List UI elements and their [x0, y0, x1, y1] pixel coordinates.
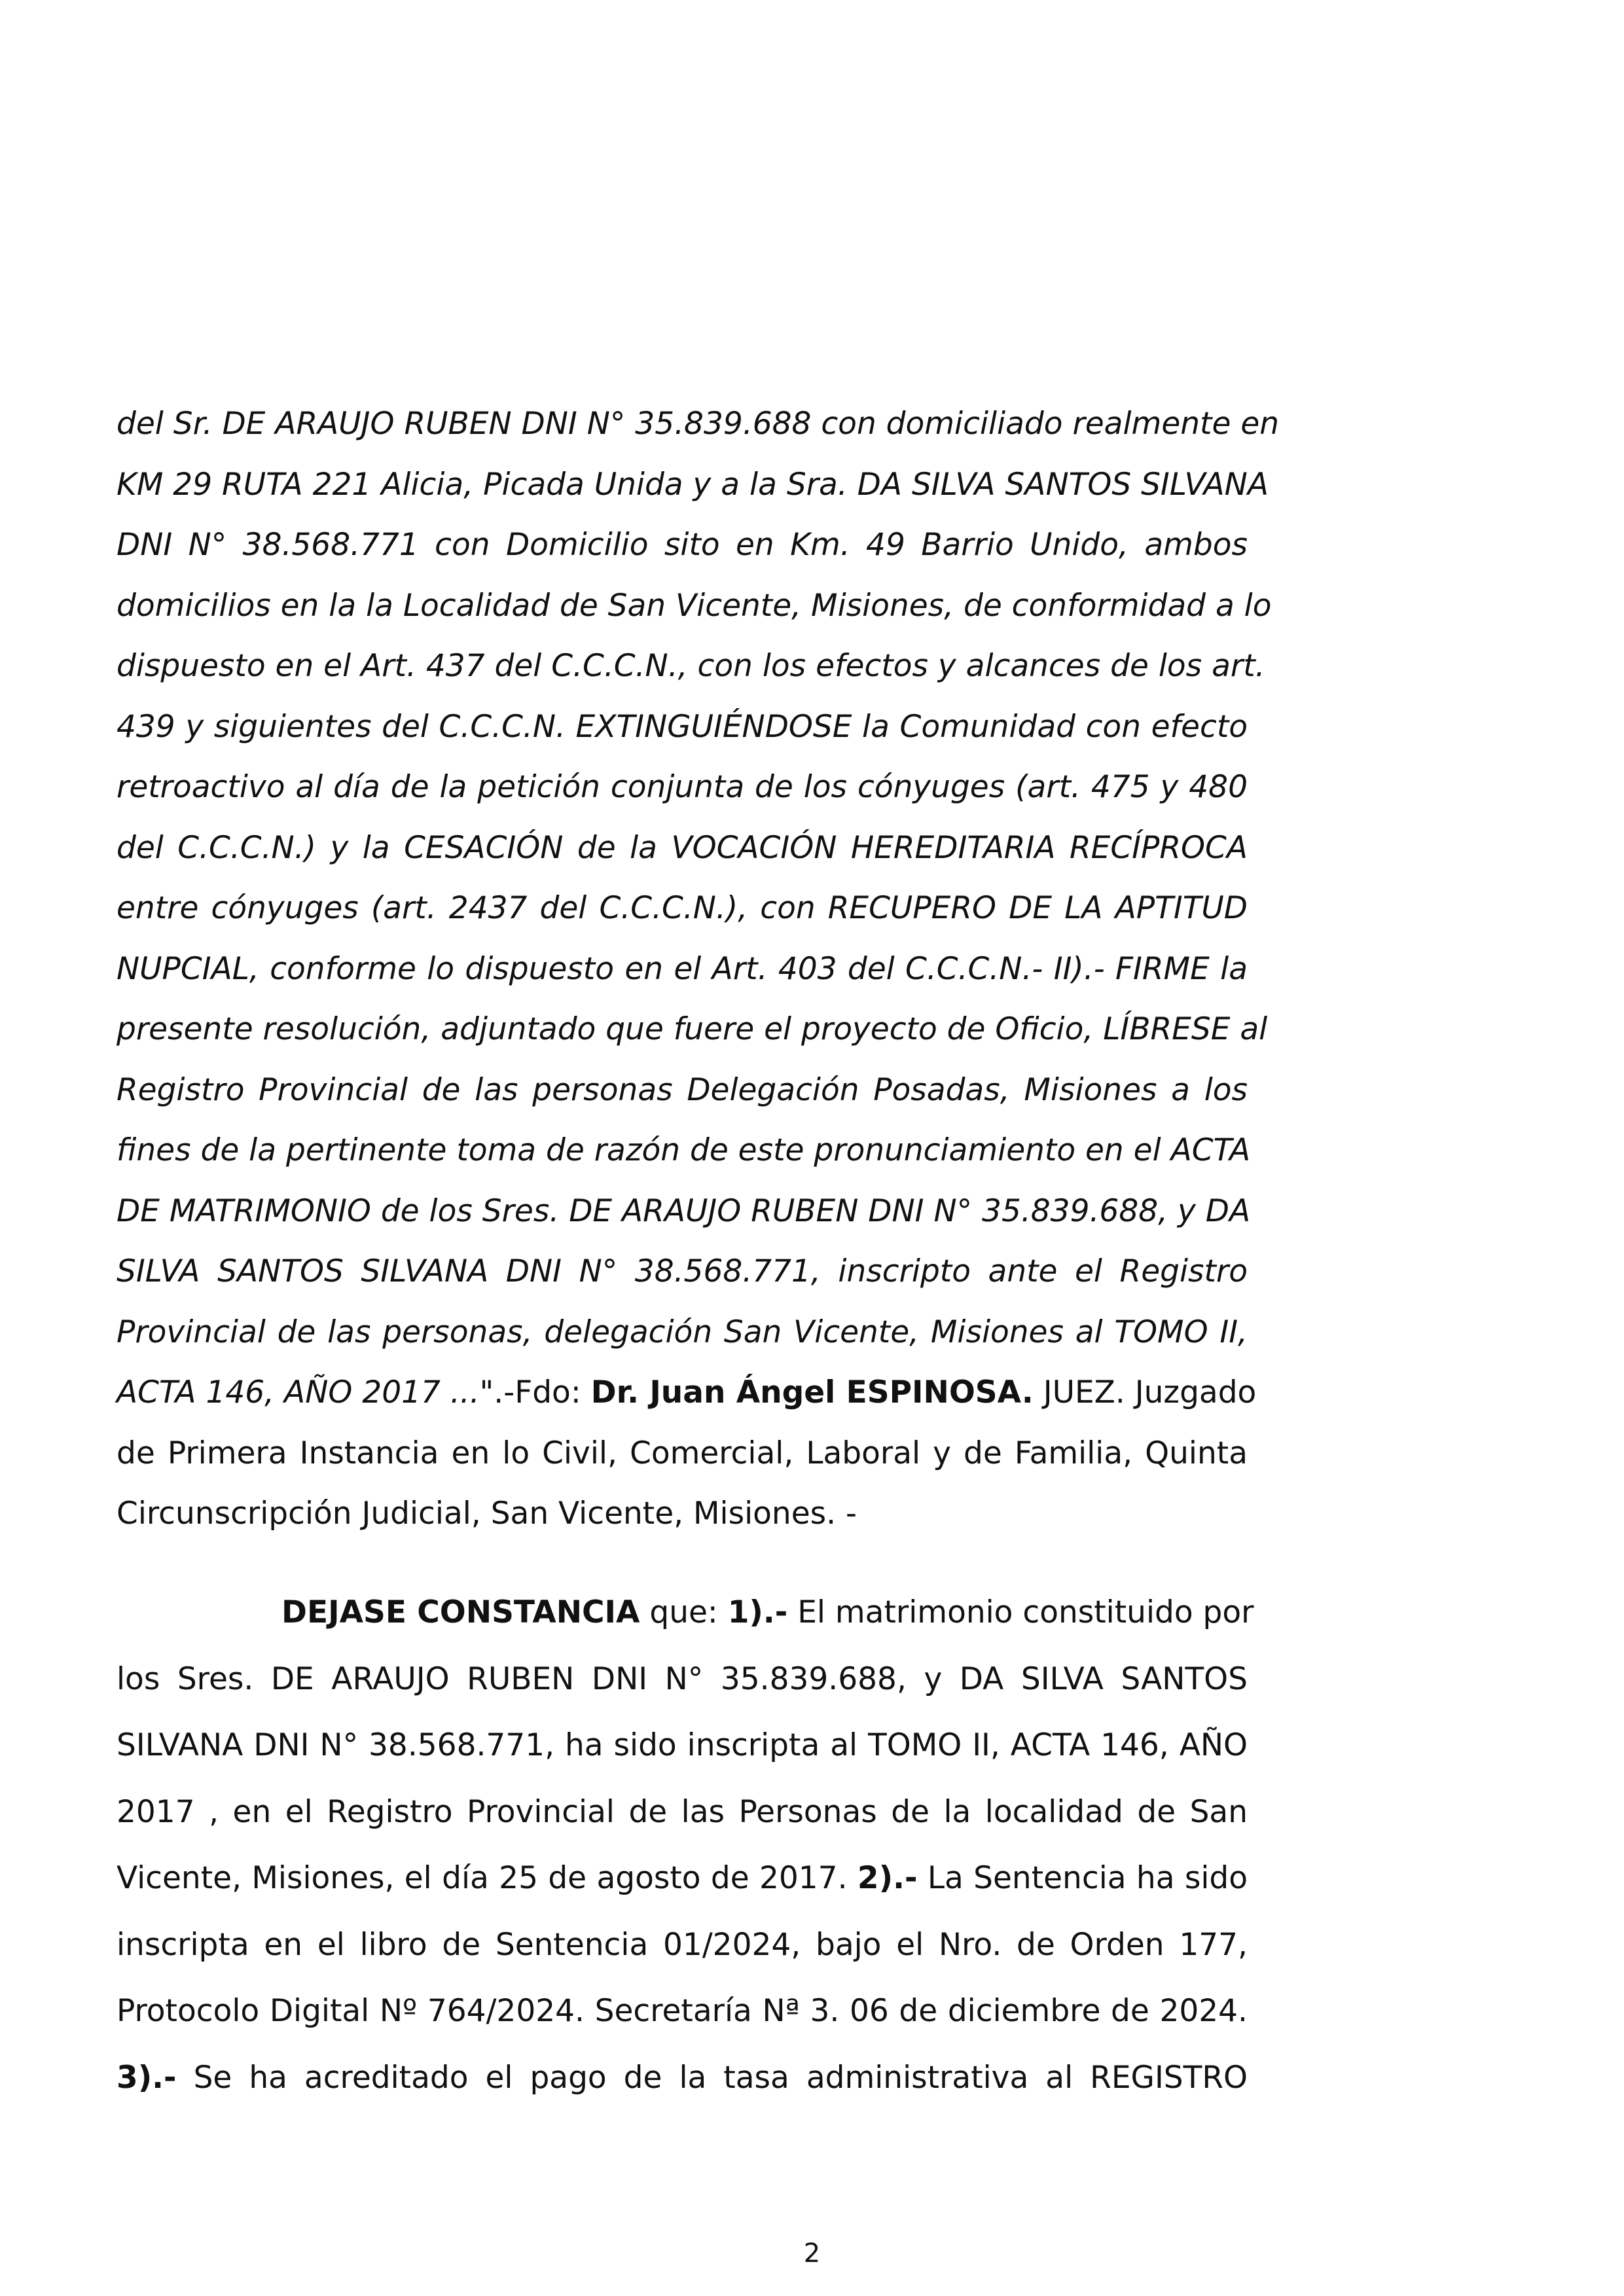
text-line: fines de la pertinente toma de razón de este pronunciamiento en el ACTA [117, 1132, 1251, 1168]
text-line: DNI N° 38.568.771 con Domicilio sito en Km. 49 Barrio Unido, ambos [117, 527, 1248, 563]
text-line: SILVANA DNI N° 38.568.771, ha sido inscripta al TOMO II, ACTA 146, AÑO [117, 1727, 1248, 1763]
text-line: SILVA SANTOS SILVANA DNI N° 38.568.771, inscripto ante el Registro [117, 1253, 1248, 1289]
text-line: Circunscripción Judicial, San Vicente, Misiones. - [117, 1496, 857, 1532]
text-segment: Vicente, Misiones, el día 25 de agosto de 2017. [117, 1860, 848, 1896]
text-line: entre cónyuges (art. 2437 del C.C.C.N.), con RECUPERO DE LA APTITUD [117, 890, 1248, 926]
text-line: 2017 , en el Registro Provincial de las Personas de la localidad de San [117, 1793, 1248, 1830]
resolution-paragraph [117, 394, 1280, 1545]
text-line: DE MATRIMONIO de los Sres. DE ARAUJO RUBEN DNI N° 35.839.688, y DA [117, 1193, 1251, 1229]
item-number: 2).- [857, 1860, 918, 1896]
text-line: de Primera Instancia en lo Civil, Comercial, Laboral y de Familia, Quinta [117, 1435, 1248, 1471]
text-line: 439 y siguientes del C.C.C.N. EXTINGUIÉNDOSE la Comunidad con efecto [117, 708, 1248, 745]
text-line: del Sr. DE ARAUJO RUBEN DNI N° 35.839.688 con domiciliado realmente en [117, 406, 1280, 442]
constancia-heading: DEJASE CONSTANCIA [281, 1594, 640, 1630]
text-segment: que: [649, 1594, 718, 1630]
text-line [117, 1845, 1248, 1912]
text-line: Provincial de las personas, delegación San Vicente, Misiones al TOMO II, [117, 1314, 1248, 1350]
text-segment: La Sentencia ha sido [927, 1860, 1248, 1896]
text-line [117, 1579, 1254, 1646]
text-line: Registro Provincial de las personas Delegación Posadas, Misiones a los [117, 1071, 1248, 1108]
text-segment: Se ha acreditado el pago de la tasa administrativa al REGISTRO [193, 2059, 1248, 2096]
judge-title: JUEZ. Juzgado [1043, 1374, 1257, 1410]
text-line [117, 2045, 1248, 2111]
text-line: Protocolo Digital Nº 764/2024. Secretaría Nª 3. 06 de diciembre de 2024. [117, 1993, 1248, 2029]
judge-name: Dr. Juan Ángel ESPINOSA. [590, 1374, 1034, 1410]
text-line: los Sres. DE ARAUJO RUBEN DNI N° 35.839.688, y DA SILVA SANTOS [117, 1660, 1248, 1697]
text-line: inscripta en el libro de Sentencia 01/2024, bajo el Nro. de Orden 177, [117, 1926, 1248, 1963]
text-line: NUPCIAL, conforme lo dispuesto en el Art. 403 del C.C.C.N.- II).- FIRME la [117, 950, 1248, 987]
text-line: domicilios en la la Localidad de San Vicente, Misiones, de conformidad a lo [117, 587, 1272, 624]
text-line: dispuesto en el Art. 437 del C.C.C.N., con los efectos y alcances de los art. [117, 648, 1265, 684]
constancia-paragraph [117, 1579, 1254, 2111]
fdo-label: ".-Fdo: [479, 1374, 581, 1410]
signature-line [117, 1363, 1257, 1424]
item-number: 3).- [117, 2059, 177, 2096]
text-line: KM 29 RUTA 221 Alicia, Picada Unida y a la Sra. DA SILVA SANTOS SILVANA [117, 466, 1269, 503]
page-number: 2 [803, 2238, 821, 2269]
text-segment: El matrimonio constituido por [797, 1594, 1254, 1630]
text-line: del C.C.C.N.) y la CESACIÓN de la VOCACIÓN HEREDITARIA RECÍPROCA [117, 829, 1248, 866]
text-line: presente resolución, adjuntado que fuere el proyecto de Oficio, LÍBRESE al [117, 1011, 1268, 1047]
acta-reference: ACTA 146, AÑO 2017 ... [117, 1374, 480, 1410]
item-number: 1).- [727, 1594, 788, 1630]
text-line: retroactivo al día de la petición conjunta de los cónyuges (art. 475 y 480 [117, 769, 1248, 805]
